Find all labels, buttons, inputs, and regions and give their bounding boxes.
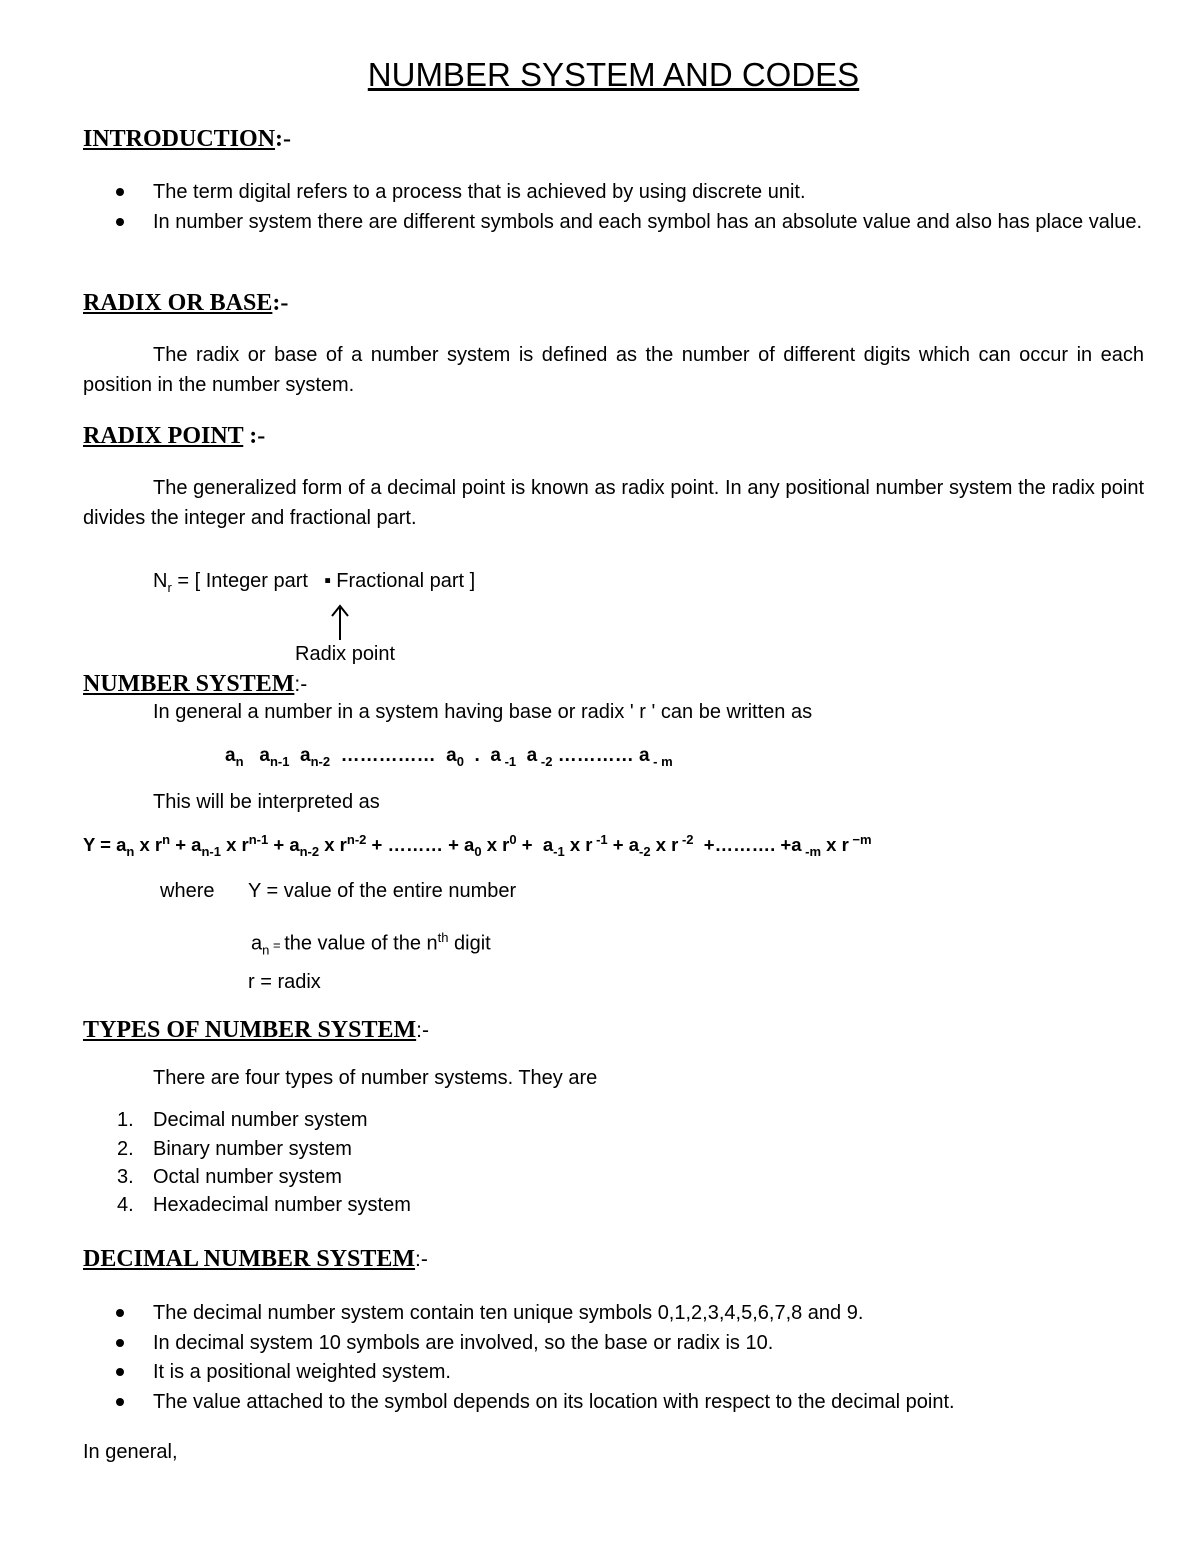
bullet-icon: [116, 1309, 124, 1317]
radix-point-formula: [153, 566, 475, 603]
number-system-heading-text: NUMBER SYSTEM: [83, 671, 295, 697]
list-item-number: 4.: [117, 1194, 134, 1216]
list-item-label: Hexadecimal number system: [153, 1194, 411, 1216]
formula-left: = [ Integer part: [171, 570, 308, 592]
bullet-icon: [116, 1368, 124, 1376]
radix-point-heading-suffix: :-: [243, 423, 266, 449]
radix-heading: [83, 290, 288, 317]
definition-y: Y = value of the entire number: [248, 880, 517, 902]
list-item-label: Binary number system: [153, 1138, 352, 1160]
bullet-icon: [116, 1339, 124, 1347]
decimal-heading-text: DECIMAL NUMBER SYSTEM: [83, 1246, 416, 1272]
definition-an-eq: =: [269, 937, 285, 953]
intro-bullet-1-text: The term digital refers to a process that is achieved by using discrete unit.: [153, 181, 806, 203]
list-item-number: 2.: [117, 1138, 134, 1160]
decimal-bullet-1-text: The decimal number system contain ten unique symbols 0,1,2,3,4,5,6,7,8 and 9.: [153, 1302, 864, 1324]
types-list-item: [117, 1166, 342, 1189]
radix-heading-text: RADIX OR BASE: [83, 290, 273, 316]
bullet-icon: [116, 218, 124, 226]
definition-an: [251, 923, 491, 966]
formula-right: Fractional part ]: [330, 570, 476, 592]
radix-point-heading-text: RADIX POINT: [83, 423, 244, 449]
types-heading-suffix: :-: [416, 1019, 429, 1042]
types-list-item: [117, 1138, 352, 1161]
definition-an-text: the value of the n: [284, 932, 438, 955]
decimal-bullet-2-text: In decimal system 10 symbols are involved, so the base or radix is 10.: [153, 1332, 774, 1354]
decimal-bullet-4-text: The value attached to the symbol depends on its location with respect to the decimal point.: [153, 1391, 955, 1413]
types-list-item: [117, 1194, 411, 1217]
expansion-equation: $Y = a_n$ x $r^n + a_{n-1}$ x $r^{n-1} + a_{n-2}$ x $r^{n-2}$ + ……… + $a_0$ x $r^0 + a_{-1}$ x r $^{-1} + a_{-2}$ x r $^{-2}$ +………. +a $_{-m}$ x r $^{-m}$: [83, 832, 872, 859]
intro-heading-suffix: :-: [275, 126, 292, 152]
definition-an-sup: th: [437, 930, 449, 945]
definition-an-end: digit: [448, 932, 491, 955]
types-heading-text: TYPES OF NUMBER SYSTEM: [83, 1017, 417, 1043]
bullet-icon: [116, 1398, 124, 1406]
digit-sequence: $a_n$ $a_{n-1}$ $a_{n-2}$ …………… $a_0$ . a $_{-1}$ a $_{-2}$ ………… a $_{- m}$: [225, 745, 673, 769]
formula-n-sub: r: [167, 580, 172, 595]
types-heading: [83, 1017, 429, 1044]
decimal-heading: [83, 1246, 428, 1273]
decimal-bullet-3-text: It is a positional weighted system.: [153, 1361, 451, 1383]
definition-r: r = radix: [248, 971, 321, 993]
list-item-label: Octal number system: [153, 1166, 342, 1188]
list-item-number: 1.: [117, 1109, 134, 1131]
where-label: where: [160, 880, 215, 902]
radix-paragraph: The radix or base of a number system is defined as the number of different digits which can occur in each position in the number system.: [83, 344, 1144, 396]
types-list-item: [117, 1109, 368, 1132]
page-title: NUMBER SYSTEM AND CODES: [367, 56, 860, 93]
radix-point-paragraph: The generalized form of a decimal point is known as radix point. In any positional number system the radix point divides the integer and fractional part.: [83, 477, 1144, 529]
number-system-heading-suffix: :-: [294, 673, 308, 696]
bullet-icon: [116, 188, 124, 196]
definition-an-symbol: a: [251, 932, 263, 955]
number-system-line: In general a number in a system having base or radix ' r ' can be written as: [153, 701, 813, 723]
definition-an-sub: n: [262, 942, 270, 958]
radix-heading-suffix: :-: [272, 290, 289, 316]
list-item-number: 3.: [117, 1166, 134, 1188]
intro-bullet-2-text: In number system there are different symbols and each symbol has an absolute value and also has place value.: [153, 211, 1143, 233]
intro-heading-text: INTRODUCTION: [83, 126, 276, 152]
formula-n: N: [153, 570, 168, 592]
closing-text: In general,: [83, 1441, 178, 1463]
radix-point-heading: [83, 423, 265, 450]
number-system-heading: [83, 671, 307, 698]
types-intro: There are four types of number systems. They are: [153, 1067, 598, 1089]
radix-point-label: Radix point: [295, 643, 396, 665]
intro-heading: [83, 126, 291, 153]
radix-point-dot-icon: ■: [324, 575, 331, 587]
interpretation-line: This will be interpreted as: [153, 791, 380, 813]
list-item-label: Decimal number system: [153, 1109, 368, 1131]
decimal-heading-suffix: :-: [415, 1248, 428, 1271]
up-arrow-icon: [328, 602, 352, 642]
